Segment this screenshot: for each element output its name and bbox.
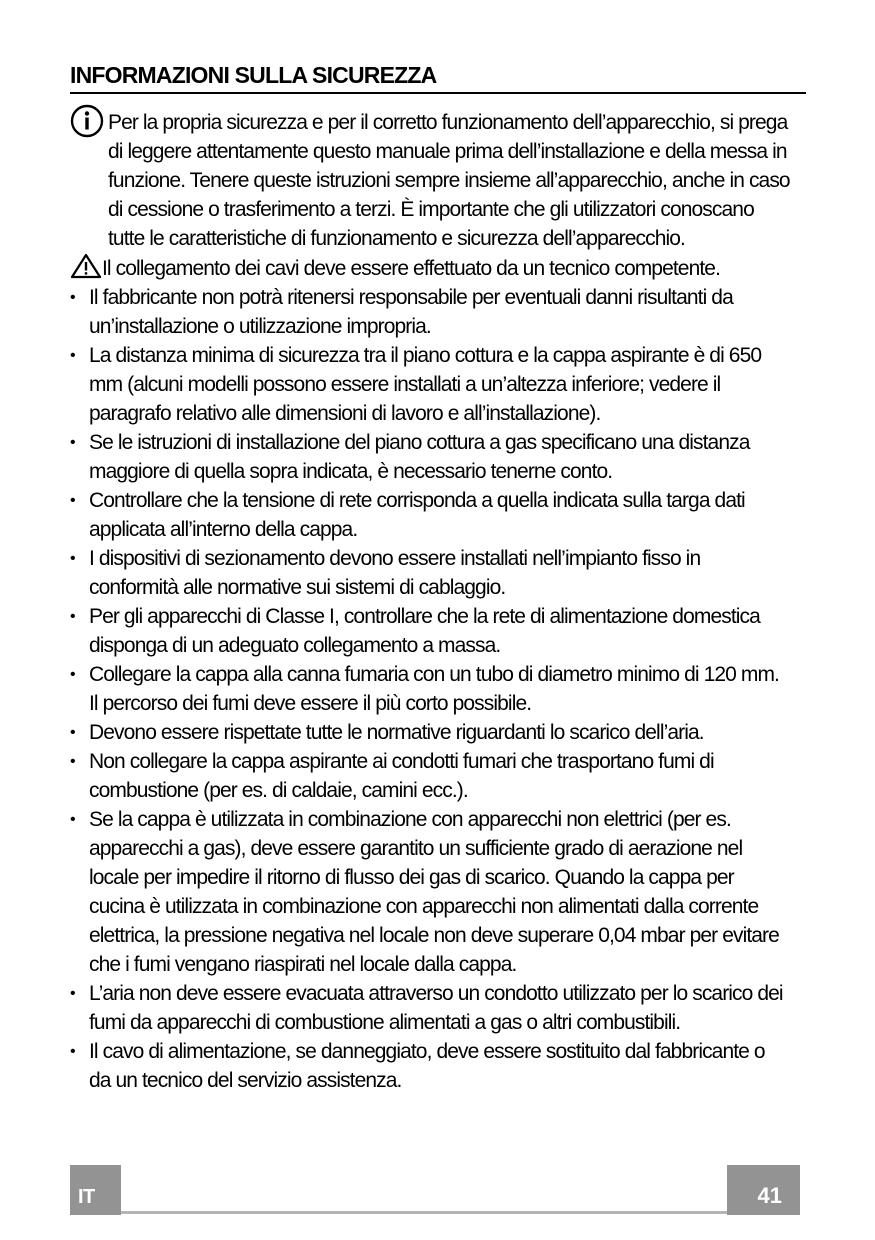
list-item: • Controllare che la tensione di rete corrisponda a quella indicata sulla targa dati applicata all’interno della cappa. <box>70 486 790 544</box>
list-item: • Se le istruzioni di installazione del piano cottura a gas specificano una distanza maggiore di quella sopra indicata, è necessario tenerne conto. <box>70 428 790 486</box>
list-item: • L’aria non deve essere evacuata attraverso un condotto utilizzato per lo scarico dei fumi da apparecchi di combustione alimentati a gas o altri combustibili. <box>70 979 790 1037</box>
list-item: • Se la cappa è utilizzata in combinazione con apparecchi non elettrici (per es. apparecchi a gas), deve essere garantito un sufficiente grado di aerazione nel locale per impedire il ritorno di flusso dei gas di scarico. Quando la cappa per cucina è utilizzata in combinazione con apparecchi non alimentati dalla corrente elettrica, la pressione negativa nel locale non deve superare 0,04 mbar per evitare che i fumi vengano riaspirati nel locale dalla cappa. <box>70 805 790 979</box>
list-item: • Il cavo di alimentazione, se danneggiato, deve essere sostituito dal fabbricante o da un tecnico del servizio assistenza. <box>70 1037 790 1095</box>
list-item: • La distanza minima di sicurezza tra il piano cottura e la cappa aspirante è di 650 mm (alcuni modelli possono essere installati a un’altezza inferiore; vedere il paragrafo relativo alle dimensioni di lavoro e all’installazione). <box>70 341 790 428</box>
list-item: • Per gli apparecchi di Classe I, controllare che la rete di alimentazione domestica disponga di un adeguato collegamento a massa. <box>70 602 790 660</box>
safety-bullet-list <box>70 283 790 1095</box>
page-number-tab <box>727 1165 800 1215</box>
safety-content <box>70 108 790 1095</box>
list-item: • Collegare la cappa alla canna fumaria con un tubo di diametro minimo di 120 mm. Il percorso dei fumi deve essere il più corto possibile. <box>70 660 790 718</box>
language-tab <box>70 1165 121 1215</box>
info-paragraph <box>70 108 790 253</box>
list-item: • Non collegare la cappa aspirante ai condotti fumari che trasportano fumi di combustione (per es. di caldaie, camini ecc.). <box>70 747 790 805</box>
footer-divider <box>121 1211 727 1214</box>
page-number: 41 <box>757 1183 782 1208</box>
info-circle-icon <box>70 104 104 138</box>
info-text: Per la propria sicurezza e per il corretto funzionamento dell’apparecchio, si prega di leggere attentamente questo manuale prima dell’installazione e della messa in funzione. Tenere queste istruzioni sempre insieme all’apparecchio, anche in caso di cessione o trasferimento a terzi. È importante che gli utilizzatori conoscano tutte le caratteristiche di funzionamento e sicurezza dell’apparecchio. <box>108 111 790 250</box>
warning-triangle-icon <box>70 253 102 279</box>
list-item: • Devono essere rispettate tutte le normative riguardanti lo scarico dell’aria. <box>70 718 790 747</box>
page-title: INFORMAZIONI SULLA SICUREZZA <box>70 62 437 88</box>
list-item: • I dispositivi di sezionamento devono essere installati nell’impianto fisso in conformità alle normative sui sistemi di cablaggio. <box>70 544 790 602</box>
section-heading <box>70 60 806 94</box>
warning-text: Il collegamento dei cavi deve essere effettuato da un tecnico competente. <box>102 257 721 280</box>
warning-paragraph <box>70 253 790 283</box>
list-item: • Il fabbricante non potrà ritenersi responsabile per eventuali danni risultanti da un’installazione o utilizzazione impropria. <box>70 283 790 341</box>
language-label: IT <box>78 1186 95 1208</box>
